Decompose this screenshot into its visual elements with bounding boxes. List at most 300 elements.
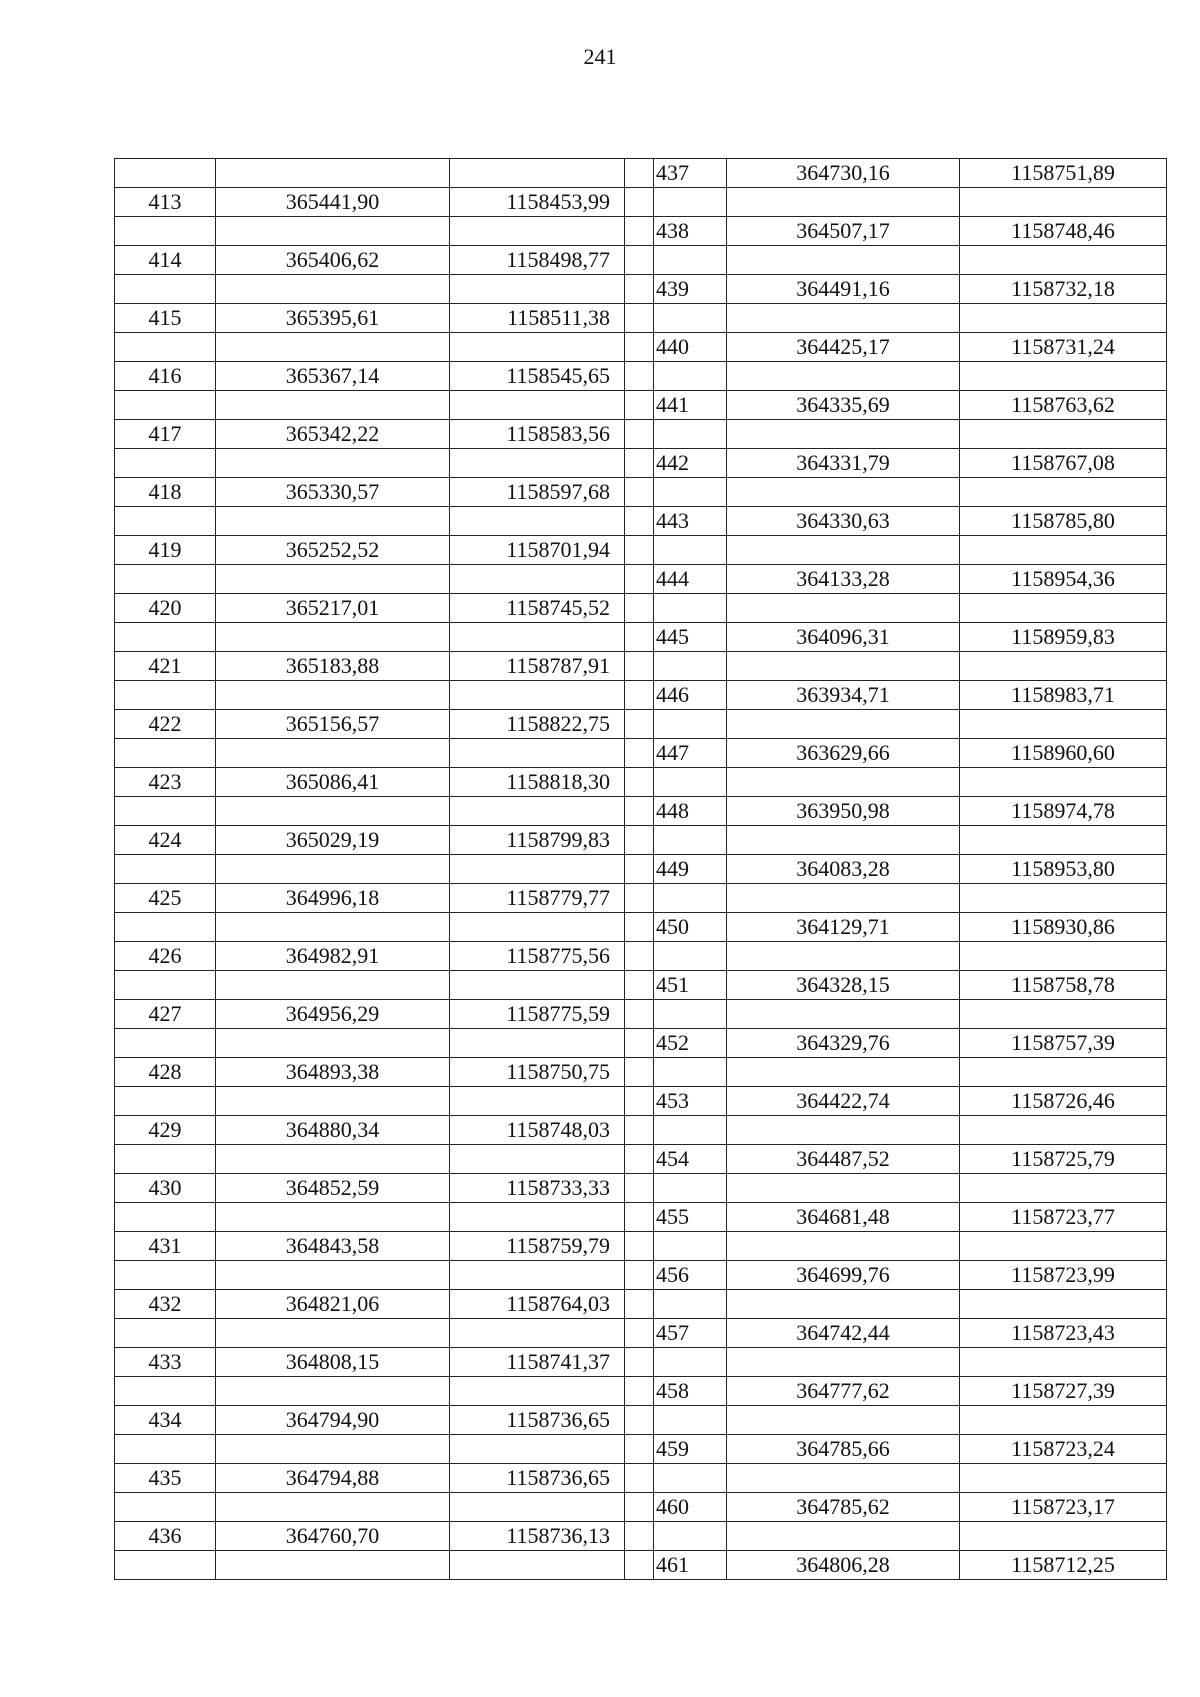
left-point-number <box>115 1145 216 1174</box>
left-x-coordinate: 364794,90 <box>216 1406 450 1435</box>
table-row <box>115 1174 1167 1203</box>
left-y-coordinate <box>450 623 625 652</box>
table-row <box>115 768 1167 797</box>
left-x-coordinate <box>216 1377 450 1406</box>
table-row <box>115 1261 1167 1290</box>
right-x-coordinate: 364785,66 <box>727 1435 960 1464</box>
table-row <box>115 478 1167 507</box>
left-x-coordinate: 364821,06 <box>216 1290 450 1319</box>
left-point-number <box>115 565 216 594</box>
right-x-coordinate <box>727 304 960 333</box>
separator-cell <box>625 1087 654 1116</box>
left-point-number: 418 <box>115 478 216 507</box>
left-x-coordinate <box>216 275 450 304</box>
left-y-coordinate: 1158818,30 <box>450 768 625 797</box>
table-row <box>115 1000 1167 1029</box>
table-row <box>115 652 1167 681</box>
right-point-number: 458 <box>654 1377 727 1406</box>
right-point-number <box>654 420 727 449</box>
left-y-coordinate: 1158733,33 <box>450 1174 625 1203</box>
left-point-number <box>115 333 216 362</box>
left-point-number: 434 <box>115 1406 216 1435</box>
right-x-coordinate: 363950,98 <box>727 797 960 826</box>
right-x-coordinate <box>727 768 960 797</box>
right-y-coordinate <box>960 1000 1167 1029</box>
right-y-coordinate <box>960 1232 1167 1261</box>
left-point-number: 413 <box>115 188 216 217</box>
separator-cell <box>625 159 654 188</box>
right-y-coordinate <box>960 768 1167 797</box>
table-row <box>115 333 1167 362</box>
right-y-coordinate <box>960 420 1167 449</box>
right-y-coordinate <box>960 304 1167 333</box>
right-y-coordinate <box>960 1464 1167 1493</box>
right-y-coordinate: 1158732,18 <box>960 275 1167 304</box>
right-point-number: 442 <box>654 449 727 478</box>
right-point-number: 443 <box>654 507 727 536</box>
left-y-coordinate: 1158745,52 <box>450 594 625 623</box>
right-x-coordinate <box>727 1174 960 1203</box>
left-y-coordinate: 1158764,03 <box>450 1290 625 1319</box>
right-y-coordinate <box>960 1406 1167 1435</box>
right-y-coordinate <box>960 1348 1167 1377</box>
right-point-number: 449 <box>654 855 727 884</box>
left-point-number <box>115 1551 216 1580</box>
right-y-coordinate: 1158712,25 <box>960 1551 1167 1580</box>
separator-cell <box>625 1377 654 1406</box>
left-x-coordinate: 365156,57 <box>216 710 450 739</box>
left-y-coordinate <box>450 1493 625 1522</box>
separator-cell <box>625 246 654 275</box>
left-y-coordinate <box>450 1087 625 1116</box>
left-y-coordinate <box>450 391 625 420</box>
left-point-number <box>115 391 216 420</box>
separator-cell <box>625 1522 654 1551</box>
right-x-coordinate: 364331,79 <box>727 449 960 478</box>
right-y-coordinate: 1158959,83 <box>960 623 1167 652</box>
left-y-coordinate <box>450 1551 625 1580</box>
left-point-number <box>115 1377 216 1406</box>
right-point-number <box>654 188 727 217</box>
right-y-coordinate <box>960 594 1167 623</box>
right-y-coordinate: 1158725,79 <box>960 1145 1167 1174</box>
right-y-coordinate: 1158960,60 <box>960 739 1167 768</box>
left-point-number: 423 <box>115 768 216 797</box>
right-point-number <box>654 478 727 507</box>
right-x-coordinate: 364133,28 <box>727 565 960 594</box>
right-y-coordinate: 1158723,17 <box>960 1493 1167 1522</box>
left-x-coordinate: 364794,88 <box>216 1464 450 1493</box>
table-row <box>115 362 1167 391</box>
right-point-number <box>654 710 727 739</box>
separator-cell <box>625 391 654 420</box>
table-row <box>115 1435 1167 1464</box>
right-point-number: 461 <box>654 1551 727 1580</box>
separator-cell <box>625 188 654 217</box>
left-x-coordinate <box>216 391 450 420</box>
coordinates-table <box>114 158 1167 1580</box>
right-y-coordinate <box>960 1290 1167 1319</box>
right-point-number <box>654 594 727 623</box>
table-row <box>115 884 1167 913</box>
left-point-number <box>115 159 216 188</box>
right-x-coordinate: 364777,62 <box>727 1377 960 1406</box>
table-row <box>115 1290 1167 1319</box>
left-x-coordinate: 365367,14 <box>216 362 450 391</box>
separator-cell <box>625 1116 654 1145</box>
right-y-coordinate: 1158751,89 <box>960 159 1167 188</box>
right-x-coordinate <box>727 1464 960 1493</box>
left-y-coordinate: 1158759,79 <box>450 1232 625 1261</box>
right-x-coordinate <box>727 710 960 739</box>
right-point-number: 459 <box>654 1435 727 1464</box>
left-y-coordinate: 1158799,83 <box>450 826 625 855</box>
right-y-coordinate <box>960 826 1167 855</box>
separator-cell <box>625 1290 654 1319</box>
left-x-coordinate: 365252,52 <box>216 536 450 565</box>
right-x-coordinate: 364422,74 <box>727 1087 960 1116</box>
left-y-coordinate <box>450 1319 625 1348</box>
left-x-coordinate: 364956,29 <box>216 1000 450 1029</box>
left-y-coordinate: 1158583,56 <box>450 420 625 449</box>
left-x-coordinate <box>216 1203 450 1232</box>
left-point-number <box>115 855 216 884</box>
table-row <box>115 246 1167 275</box>
table-row <box>115 1029 1167 1058</box>
table-row <box>115 1203 1167 1232</box>
left-x-coordinate: 365183,88 <box>216 652 450 681</box>
right-x-coordinate: 364742,44 <box>727 1319 960 1348</box>
right-x-coordinate <box>727 1116 960 1145</box>
left-y-coordinate <box>450 1261 625 1290</box>
left-y-coordinate <box>450 1435 625 1464</box>
left-point-number: 433 <box>115 1348 216 1377</box>
right-x-coordinate: 364335,69 <box>727 391 960 420</box>
left-point-number <box>115 1087 216 1116</box>
left-x-coordinate: 364760,70 <box>216 1522 450 1551</box>
right-y-coordinate: 1158785,80 <box>960 507 1167 536</box>
left-x-coordinate: 364982,91 <box>216 942 450 971</box>
left-x-coordinate: 365217,01 <box>216 594 450 623</box>
separator-cell <box>625 884 654 913</box>
left-x-coordinate <box>216 971 450 1000</box>
separator-cell <box>625 797 654 826</box>
right-point-number <box>654 1406 727 1435</box>
left-x-coordinate <box>216 797 450 826</box>
right-point-number: 460 <box>654 1493 727 1522</box>
separator-cell <box>625 594 654 623</box>
left-x-coordinate: 365342,22 <box>216 420 450 449</box>
table-row <box>115 565 1167 594</box>
table-row <box>115 1319 1167 1348</box>
left-point-number <box>115 1493 216 1522</box>
right-x-coordinate: 364328,15 <box>727 971 960 1000</box>
right-x-coordinate: 364329,76 <box>727 1029 960 1058</box>
left-y-coordinate: 1158736,65 <box>450 1406 625 1435</box>
left-y-coordinate <box>450 855 625 884</box>
left-x-coordinate: 364852,59 <box>216 1174 450 1203</box>
left-point-number <box>115 1435 216 1464</box>
left-y-coordinate: 1158741,37 <box>450 1348 625 1377</box>
table-row <box>115 1348 1167 1377</box>
left-y-coordinate: 1158779,77 <box>450 884 625 913</box>
left-x-coordinate: 364893,38 <box>216 1058 450 1087</box>
left-x-coordinate: 365330,57 <box>216 478 450 507</box>
left-y-coordinate <box>450 159 625 188</box>
separator-cell <box>625 536 654 565</box>
left-y-coordinate <box>450 1203 625 1232</box>
left-point-number: 422 <box>115 710 216 739</box>
left-y-coordinate: 1158787,91 <box>450 652 625 681</box>
separator-cell <box>625 1029 654 1058</box>
table-row <box>115 217 1167 246</box>
right-y-coordinate <box>960 1174 1167 1203</box>
right-x-coordinate: 364129,71 <box>727 913 960 942</box>
left-point-number <box>115 1261 216 1290</box>
left-y-coordinate <box>450 1377 625 1406</box>
right-x-coordinate <box>727 1406 960 1435</box>
left-point-number <box>115 913 216 942</box>
right-x-coordinate: 364681,48 <box>727 1203 960 1232</box>
left-y-coordinate: 1158750,75 <box>450 1058 625 1087</box>
right-point-number: 439 <box>654 275 727 304</box>
page-number: 241 <box>583 44 617 69</box>
right-y-coordinate <box>960 1058 1167 1087</box>
table-row <box>115 681 1167 710</box>
left-x-coordinate <box>216 1493 450 1522</box>
right-x-coordinate: 364330,63 <box>727 507 960 536</box>
separator-cell <box>625 1203 654 1232</box>
right-point-number: 452 <box>654 1029 727 1058</box>
left-x-coordinate <box>216 507 450 536</box>
right-point-number <box>654 1232 727 1261</box>
right-y-coordinate <box>960 942 1167 971</box>
right-y-coordinate <box>960 1522 1167 1551</box>
separator-cell <box>625 1145 654 1174</box>
right-point-number <box>654 1000 727 1029</box>
left-point-number: 416 <box>115 362 216 391</box>
right-x-coordinate: 364806,28 <box>727 1551 960 1580</box>
right-x-coordinate: 364491,16 <box>727 275 960 304</box>
right-x-coordinate <box>727 884 960 913</box>
separator-cell <box>625 1319 654 1348</box>
separator-cell <box>625 1406 654 1435</box>
left-y-coordinate <box>450 797 625 826</box>
left-x-coordinate <box>216 565 450 594</box>
right-y-coordinate <box>960 652 1167 681</box>
left-y-coordinate <box>450 681 625 710</box>
right-x-coordinate <box>727 478 960 507</box>
table-row <box>115 594 1167 623</box>
left-x-coordinate: 364843,58 <box>216 1232 450 1261</box>
left-x-coordinate <box>216 1435 450 1464</box>
separator-cell <box>625 942 654 971</box>
right-x-coordinate: 364699,76 <box>727 1261 960 1290</box>
separator-cell <box>625 1232 654 1261</box>
right-x-coordinate <box>727 536 960 565</box>
left-point-number: 428 <box>115 1058 216 1087</box>
left-point-number <box>115 217 216 246</box>
left-point-number: 426 <box>115 942 216 971</box>
right-point-number <box>654 1522 727 1551</box>
left-y-coordinate: 1158775,56 <box>450 942 625 971</box>
right-y-coordinate <box>960 884 1167 913</box>
left-point-number: 420 <box>115 594 216 623</box>
table-row <box>115 623 1167 652</box>
right-y-coordinate: 1158758,78 <box>960 971 1167 1000</box>
left-y-coordinate <box>450 507 625 536</box>
left-point-number: 427 <box>115 1000 216 1029</box>
separator-cell <box>625 768 654 797</box>
left-point-number <box>115 797 216 826</box>
left-y-coordinate <box>450 1145 625 1174</box>
right-point-number <box>654 1290 727 1319</box>
right-point-number <box>654 826 727 855</box>
right-point-number <box>654 942 727 971</box>
right-y-coordinate: 1158757,39 <box>960 1029 1167 1058</box>
right-y-coordinate: 1158974,78 <box>960 797 1167 826</box>
right-y-coordinate: 1158726,46 <box>960 1087 1167 1116</box>
left-x-coordinate <box>216 1029 450 1058</box>
right-y-coordinate <box>960 188 1167 217</box>
left-y-coordinate: 1158736,13 <box>450 1522 625 1551</box>
right-x-coordinate: 363934,71 <box>727 681 960 710</box>
right-y-coordinate <box>960 1116 1167 1145</box>
right-point-number <box>654 1058 727 1087</box>
left-x-coordinate <box>216 681 450 710</box>
left-y-coordinate: 1158748,03 <box>450 1116 625 1145</box>
right-point-number: 440 <box>654 333 727 362</box>
right-x-coordinate: 364425,17 <box>727 333 960 362</box>
left-point-number: 415 <box>115 304 216 333</box>
separator-cell <box>625 1551 654 1580</box>
left-point-number: 424 <box>115 826 216 855</box>
left-y-coordinate: 1158511,38 <box>450 304 625 333</box>
right-y-coordinate: 1158763,62 <box>960 391 1167 420</box>
separator-cell <box>625 1435 654 1464</box>
left-x-coordinate <box>216 1145 450 1174</box>
right-point-number <box>654 1174 727 1203</box>
right-point-number <box>654 1116 727 1145</box>
left-point-number <box>115 1203 216 1232</box>
left-x-coordinate <box>216 1319 450 1348</box>
right-y-coordinate <box>960 246 1167 275</box>
separator-cell <box>625 826 654 855</box>
table-row <box>115 159 1167 188</box>
separator-cell <box>625 1464 654 1493</box>
table-row <box>115 304 1167 333</box>
right-point-number: 453 <box>654 1087 727 1116</box>
table-row <box>115 1058 1167 1087</box>
left-x-coordinate: 364880,34 <box>216 1116 450 1145</box>
left-y-coordinate <box>450 565 625 594</box>
right-y-coordinate: 1158930,86 <box>960 913 1167 942</box>
left-point-number: 432 <box>115 1290 216 1319</box>
table-row <box>115 1232 1167 1261</box>
separator-cell <box>625 681 654 710</box>
right-x-coordinate: 364507,17 <box>727 217 960 246</box>
right-x-coordinate: 363629,66 <box>727 739 960 768</box>
table-row <box>115 971 1167 1000</box>
right-point-number: 446 <box>654 681 727 710</box>
table-row <box>115 797 1167 826</box>
table-row <box>115 1464 1167 1493</box>
left-x-coordinate: 365395,61 <box>216 304 450 333</box>
right-point-number: 444 <box>654 565 727 594</box>
separator-cell <box>625 478 654 507</box>
left-y-coordinate: 1158701,94 <box>450 536 625 565</box>
right-y-coordinate <box>960 362 1167 391</box>
right-y-coordinate: 1158723,99 <box>960 1261 1167 1290</box>
left-y-coordinate <box>450 913 625 942</box>
right-y-coordinate: 1158954,36 <box>960 565 1167 594</box>
left-x-coordinate <box>216 1261 450 1290</box>
right-y-coordinate: 1158748,46 <box>960 217 1167 246</box>
right-x-coordinate <box>727 652 960 681</box>
left-point-number <box>115 507 216 536</box>
separator-cell <box>625 362 654 391</box>
left-x-coordinate: 364808,15 <box>216 1348 450 1377</box>
right-x-coordinate <box>727 594 960 623</box>
right-y-coordinate: 1158723,77 <box>960 1203 1167 1232</box>
table-row <box>115 826 1167 855</box>
left-point-number <box>115 623 216 652</box>
right-y-coordinate: 1158767,08 <box>960 449 1167 478</box>
separator-cell <box>625 1348 654 1377</box>
table-row <box>115 1377 1167 1406</box>
right-point-number: 445 <box>654 623 727 652</box>
left-y-coordinate: 1158822,75 <box>450 710 625 739</box>
left-y-coordinate <box>450 971 625 1000</box>
table-row <box>115 391 1167 420</box>
right-y-coordinate: 1158727,39 <box>960 1377 1167 1406</box>
right-y-coordinate: 1158723,43 <box>960 1319 1167 1348</box>
left-point-number <box>115 739 216 768</box>
left-y-coordinate <box>450 739 625 768</box>
separator-cell <box>625 652 654 681</box>
left-y-coordinate: 1158545,65 <box>450 362 625 391</box>
right-point-number: 454 <box>654 1145 727 1174</box>
table-row <box>115 507 1167 536</box>
separator-cell <box>625 971 654 1000</box>
right-point-number: 438 <box>654 217 727 246</box>
table-row <box>115 1522 1167 1551</box>
left-y-coordinate <box>450 449 625 478</box>
right-x-coordinate <box>727 1522 960 1551</box>
separator-cell <box>625 420 654 449</box>
right-x-coordinate: 364083,28 <box>727 855 960 884</box>
right-point-number: 455 <box>654 1203 727 1232</box>
left-point-number <box>115 275 216 304</box>
right-point-number: 450 <box>654 913 727 942</box>
separator-cell <box>625 1493 654 1522</box>
right-point-number <box>654 1464 727 1493</box>
left-x-coordinate <box>216 855 450 884</box>
separator-cell <box>625 913 654 942</box>
table-row <box>115 1493 1167 1522</box>
right-point-number: 447 <box>654 739 727 768</box>
left-y-coordinate: 1158736,65 <box>450 1464 625 1493</box>
right-x-coordinate <box>727 1058 960 1087</box>
right-y-coordinate: 1158723,24 <box>960 1435 1167 1464</box>
separator-cell <box>625 565 654 594</box>
separator-cell <box>625 507 654 536</box>
left-point-number: 436 <box>115 1522 216 1551</box>
table-row <box>115 1145 1167 1174</box>
separator-cell <box>625 855 654 884</box>
left-point-number <box>115 971 216 1000</box>
table-row <box>115 536 1167 565</box>
